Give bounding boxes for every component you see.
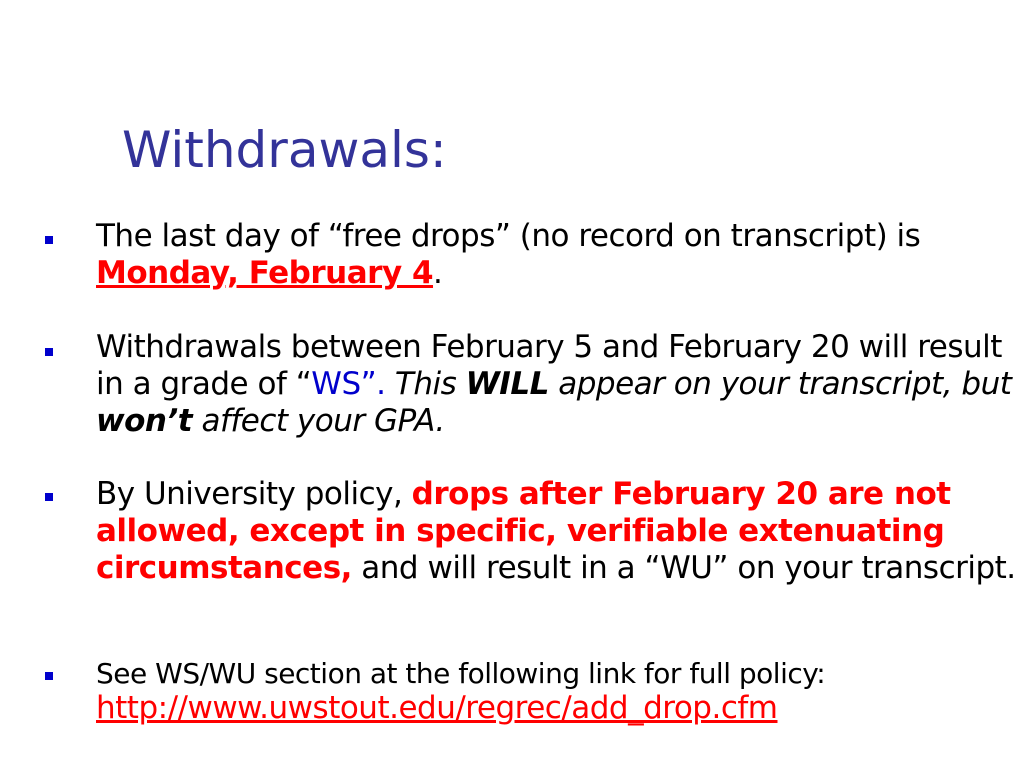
bullet-free-drops bbox=[96, 218, 1016, 292]
square-bullet-icon bbox=[45, 493, 53, 501]
bullet-text: and will result in a “WU” on your transcript. bbox=[351, 550, 1016, 586]
free-drop-deadline: Monday, February 4 bbox=[96, 255, 434, 291]
bullet-text: By University policy, bbox=[96, 476, 412, 512]
bullet-text: This bbox=[385, 366, 466, 402]
bullet-wu-policy bbox=[96, 476, 1016, 587]
bullet-text: Withdrawals between February 5 and February 20 will result in a grade of “ bbox=[96, 329, 1002, 402]
bullet-text: appear on your transcript, but bbox=[548, 366, 1012, 402]
square-bullet-icon bbox=[45, 672, 53, 680]
bullet-text: The last day of “free drops” (no record on transcript) is bbox=[96, 218, 921, 254]
will-emphasis: WILL bbox=[465, 366, 549, 402]
bullet-text: affect your GPA. bbox=[192, 403, 445, 439]
slide-title: Withdrawals: bbox=[122, 121, 447, 179]
ws-grade-label: WS”. bbox=[311, 366, 386, 402]
square-bullet-icon bbox=[45, 348, 53, 356]
wont-emphasis: won’t bbox=[96, 403, 193, 439]
late-drop-warning: drops after February 20 are not allowed, except in specific, verifiable extenuating circumstances, bbox=[96, 476, 951, 586]
policy-link[interactable]: http://www.uwstout.edu/regrec/add_drop.cfm bbox=[96, 690, 778, 726]
bullet-ws-withdrawals bbox=[96, 329, 1016, 440]
bullet-policy-link bbox=[96, 658, 1016, 727]
square-bullet-icon bbox=[45, 236, 53, 244]
bullet-text: . bbox=[433, 255, 443, 291]
bullet-text: See WS/WU section at the following link for full policy: bbox=[96, 657, 826, 690]
